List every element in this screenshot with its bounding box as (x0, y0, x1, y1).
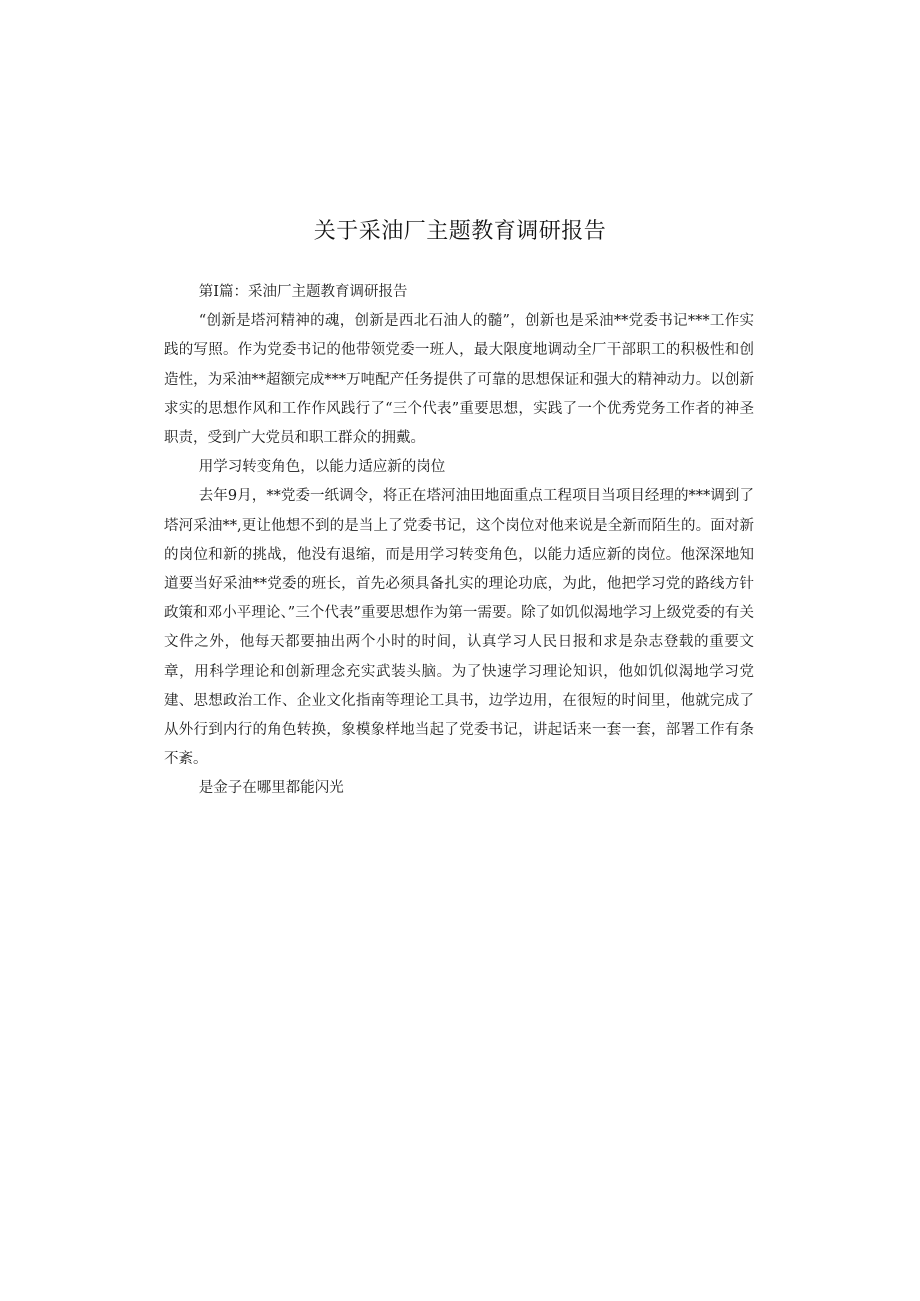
paragraph: “创新是塔河精神的魂，创新是西北石油人的髓”，创新也是采油**党委书记***工作实践的写照。作为党委书记的他带领党委一班人，最大限度地调动全厂干部职工的积极性和创造性，为采油**超额完成***万吨配产任务提供了可靠的思想保证和强大的精神动力。以创新求实的思想作风和工作作风践行了“三个代表”重要思想，实践了一个优秀党务工作者的神圣职责，受到广大党员和职工群众的拥戴。 (164, 313, 754, 447)
section-heading: 是金子在哪里都能闪光 (198, 780, 344, 797)
section-heading: 第Ⅰ篇：采油厂主题教育调研报告 (198, 284, 408, 300)
document-body (164, 278, 754, 804)
paragraph: 去年9月，**党委一纸调令，将正在塔河油田地面重点工程项目当项目经理的***调到了塔河采油**,更让他想不到的是当上了党委书记，这个岗位对他来说是全新而陌生的。面对新的岗位和新的挑战，他没有退缩，而是用学习转变角色，以能力适应新的岗位。他深深地知道要当好采油**党委的班长，首先必须具备扎实的理论功底，为此，他把学习党的路线方针政策和邓小平理论、”三个代表”重要思想作为第一需要。除了如饥似渴地学习上级党委的有关文件之外，他每天都要抽出两个小时的时间，认真学习人民日报和求是杂志登载的重要文章，用科学理论和创新理念充实武装头脑。为了快速学习理论知识，他如饥似渴地学习党建、思想政治工作、企业文化指南等理论工具书，边学边用，在很短的时间里，他就完成了从外行到内行的角色转换，象模象样地当起了党委书记，讲起话来一套一套，部署工作有条不紊。 (164, 488, 754, 768)
page-title: 关于采油厂主题教育调研报告 (313, 219, 607, 244)
section-heading: 用学习转变角色，以能力适应新的岗位 (198, 459, 446, 476)
